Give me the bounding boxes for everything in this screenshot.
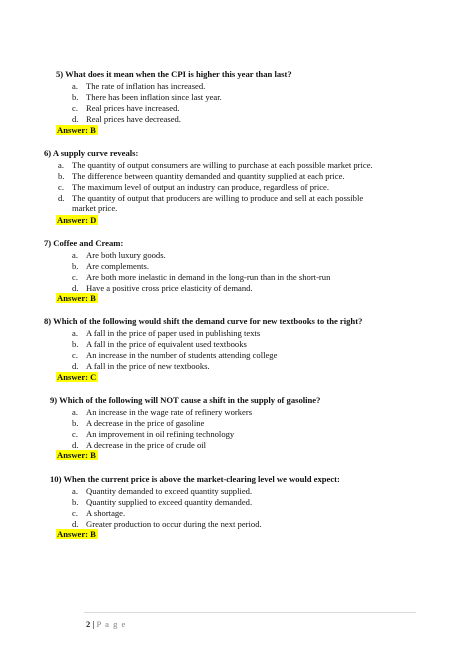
option-text: Are both luxury goods. <box>86 250 166 260</box>
question-7-title: 7) Coffee and Cream: <box>44 238 124 248</box>
option-text: Quantity demanded to exceed quantity supplied. <box>86 486 253 496</box>
option-text: A fall in the price of equivalent used textbooks <box>86 339 247 349</box>
option-letter: a. <box>72 250 78 260</box>
option-letter: b. <box>72 261 79 271</box>
option-text: Have a positive cross price elasticity of demand. <box>86 283 253 293</box>
option-text: An improvement in oil refining technology <box>86 429 235 439</box>
footer-separator: | <box>90 619 97 629</box>
option-text: A shortage. <box>86 508 126 518</box>
option-text: A decrease in the price of gasoline <box>86 418 205 428</box>
question-7-option-c <box>72 272 330 282</box>
option-letter: a. <box>72 486 78 496</box>
option-letter: d. <box>72 519 79 529</box>
question-9-option-b <box>72 418 204 428</box>
question-5-answer: Answer: B <box>57 125 96 135</box>
question-10-title: 10) When the current price is above the market-clearing level we would expect: <box>50 474 340 484</box>
option-letter: a. <box>72 328 78 338</box>
question-5-option-c <box>72 103 180 113</box>
option-letter: b. <box>72 418 79 428</box>
question-10-answer: Answer: B <box>57 529 96 539</box>
option-letter: a. <box>72 407 78 417</box>
option-letter: d. <box>72 440 79 450</box>
question-8-title: 8) Which of the following would shift the demand curve for new textbooks to the right? <box>44 316 363 326</box>
option-letter: d. <box>72 114 79 124</box>
option-text: Real prices have decreased. <box>86 114 181 124</box>
option-text: The quantity of output consumers are willing to purchase at each possible market price. <box>72 160 373 170</box>
question-7-answer: Answer: B <box>57 293 96 303</box>
option-text: The maximum level of output an industry can produce, regardless of price. <box>72 182 330 192</box>
question-6-option-a <box>58 160 373 170</box>
option-text: A decrease in the price of crude oil <box>86 440 207 450</box>
option-letter: b. <box>72 92 79 102</box>
question-8-option-c <box>72 350 277 360</box>
option-letter: c. <box>72 429 78 439</box>
option-text: Quantity supplied to exceed quantity demanded. <box>86 497 253 507</box>
question-6-title: 6) A supply curve reveals: <box>44 148 139 158</box>
option-text: Are complements. <box>86 261 150 271</box>
option-letter: b. <box>58 171 65 181</box>
question-5-title: 5) What does it mean when the CPI is higher this year than last? <box>56 69 292 79</box>
option-letter: b. <box>72 339 79 349</box>
question-9-option-c <box>72 429 234 439</box>
option-text: An increase in the number of students attending college <box>86 350 278 360</box>
option-text: Are both more inelastic in demand in the long-run than in the short-run <box>86 272 331 282</box>
question-9-option-a <box>72 407 252 417</box>
option-letter: d. <box>58 193 65 203</box>
option-letter: c. <box>58 182 64 192</box>
question-7-option-b <box>72 261 149 271</box>
question-8-option-d <box>72 361 210 371</box>
page-word: P a g e <box>96 619 127 629</box>
question-10-option-b <box>72 497 252 507</box>
footer-divider <box>84 612 416 613</box>
option-text: The quantity of output that producers are willing to produce and sell at each possible market price. <box>72 193 364 214</box>
question-9-option-d <box>72 440 206 450</box>
question-10-option-a <box>72 486 252 496</box>
question-8-option-b <box>72 339 247 349</box>
option-letter: c. <box>72 103 78 113</box>
option-letter: c. <box>72 272 78 282</box>
page-footer <box>86 619 126 629</box>
question-6-option-c <box>58 182 329 192</box>
question-8-option-a <box>72 328 260 338</box>
question-6-option-b <box>58 171 345 181</box>
option-text: Real prices have increased. <box>86 103 180 113</box>
question-9-title: 9) Which of the following will NOT cause a shift in the supply of gasoline? <box>50 395 321 405</box>
option-text: The rate of inflation has increased. <box>86 81 206 91</box>
option-text: The difference between quantity demanded and quantity supplied at each price. <box>72 171 345 181</box>
question-10-option-d <box>72 519 262 529</box>
question-6-option-d <box>58 193 388 214</box>
question-7-option-d <box>72 283 253 293</box>
option-text: Greater production to occur during the next period. <box>86 519 262 529</box>
option-text: A fall in the price of paper used in publishing texts <box>86 328 261 338</box>
question-8-answer: Answer: C <box>57 372 97 382</box>
option-text: A fall in the price of new textbooks. <box>86 361 210 371</box>
question-7-option-a <box>72 250 166 260</box>
option-letter: c. <box>72 350 78 360</box>
option-text: An increase in the wage rate of refinery workers <box>86 407 253 417</box>
question-5-option-a <box>72 81 205 91</box>
question-10-option-c <box>72 508 125 518</box>
question-5-option-b <box>72 92 222 102</box>
option-letter: a. <box>72 81 78 91</box>
question-6-answer: Answer: D <box>57 215 97 225</box>
option-letter: a. <box>58 160 64 170</box>
option-letter: c. <box>72 508 78 518</box>
option-text: There has been inflation since last year. <box>86 92 222 102</box>
question-9-answer: Answer: B <box>57 450 96 460</box>
option-letter: b. <box>72 497 79 507</box>
page-number: 2 <box>86 619 91 629</box>
option-letter: d. <box>72 283 79 293</box>
option-letter: d. <box>72 361 79 371</box>
question-5-option-d <box>72 114 181 124</box>
